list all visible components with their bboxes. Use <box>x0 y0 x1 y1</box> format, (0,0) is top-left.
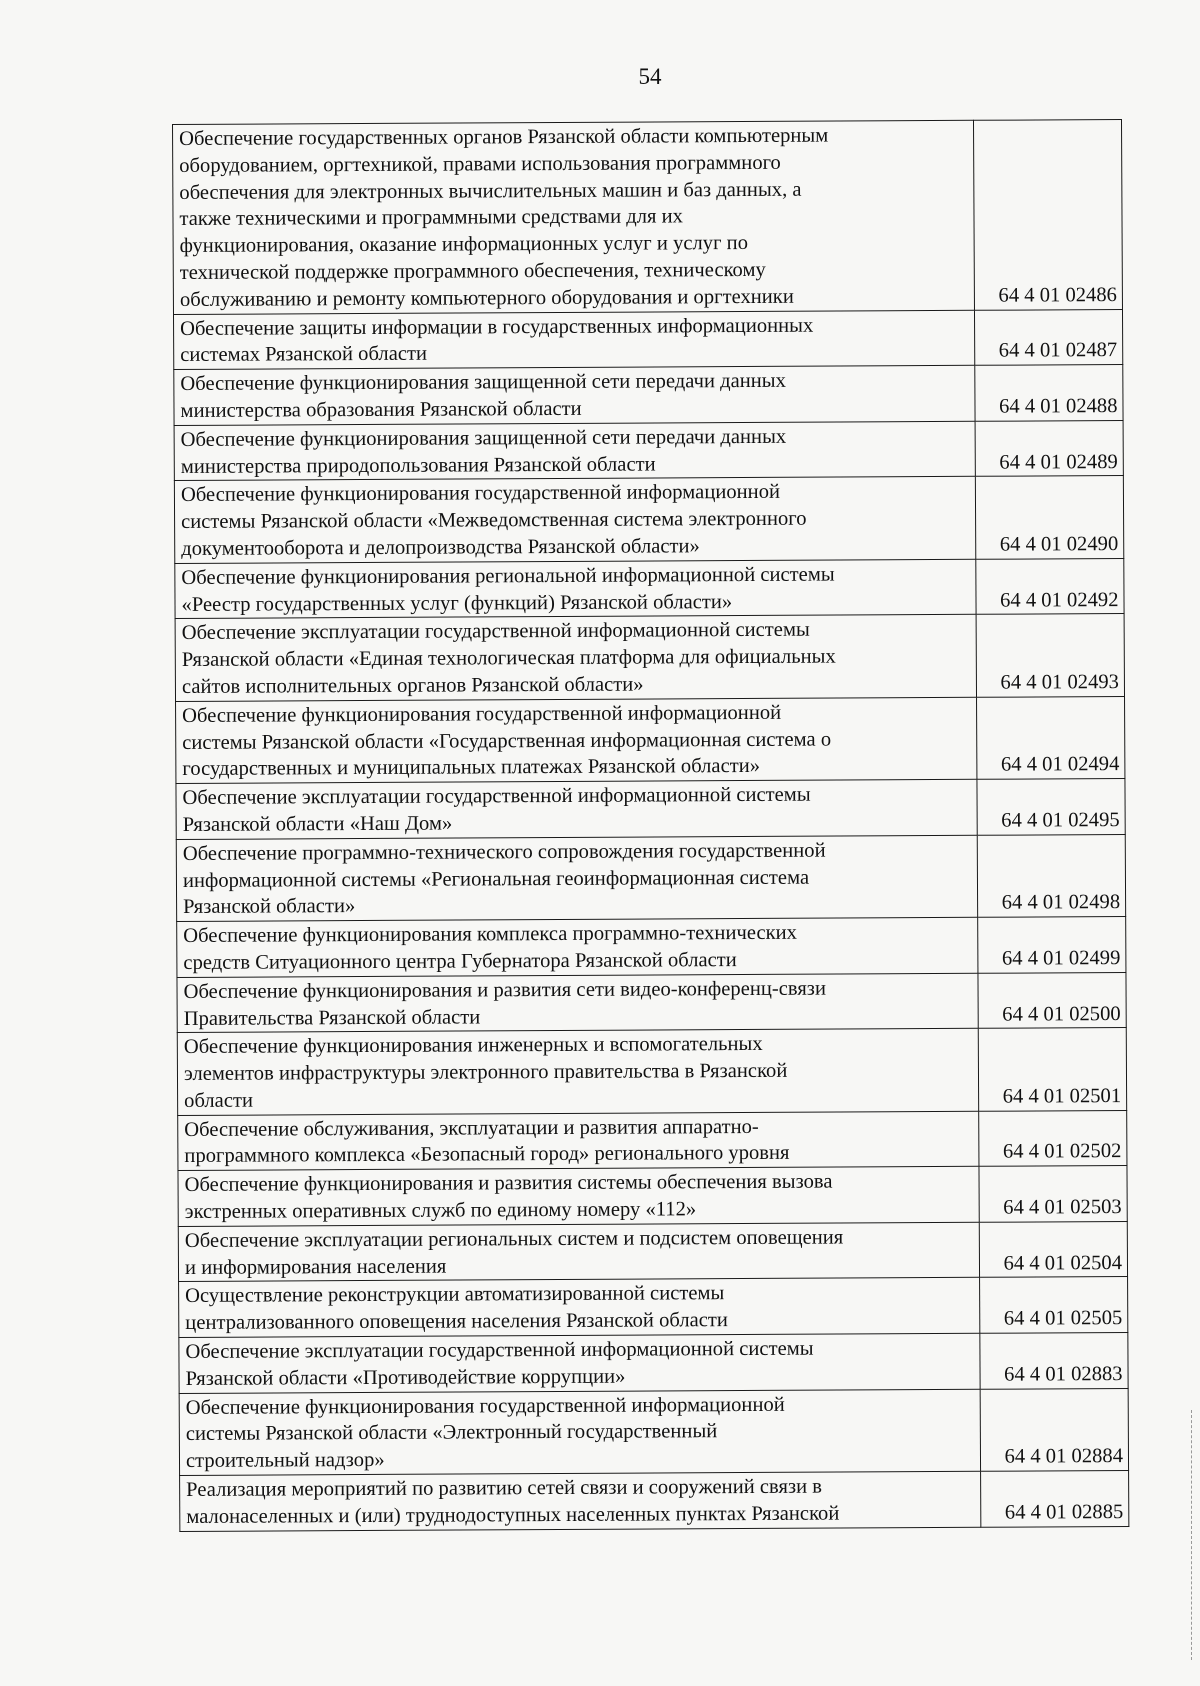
description-line: оборудованием, оргтехникой, правами использования программного <box>179 151 781 177</box>
row-description <box>174 421 975 481</box>
table-row <box>176 696 1125 783</box>
description-line: Обеспечение функционирования комплекса программно-технических <box>183 921 797 948</box>
row-code: 64 4 01 02885 <box>981 1471 1129 1527</box>
description-line: Обеспечение государственных органов Рязанской области компьютерным <box>179 124 829 150</box>
row-code: 64 4 01 02500 <box>978 972 1126 1028</box>
row-code: 64 4 01 02493 <box>976 614 1124 697</box>
row-description <box>174 365 975 425</box>
row-code: 64 4 01 02490 <box>975 476 1123 559</box>
description-line: Обеспечение функционирования защищенной сети передачи данных <box>180 369 786 396</box>
description-line: также техническими и программными средствами для их <box>179 205 683 231</box>
description-line: Обеспечение обслуживания, эксплуатации и развития аппаратно- <box>184 1115 759 1141</box>
table-row <box>178 1110 1127 1171</box>
row-code: 64 4 01 02883 <box>980 1333 1128 1389</box>
table-row <box>175 558 1124 619</box>
description-line: системы Рязанской области «Электронный государственный <box>185 1420 718 1446</box>
table-row <box>174 420 1123 481</box>
description-line: информационной системы «Региональная геоинформационная система <box>182 866 810 892</box>
description-line: строительный надзор» <box>185 1449 385 1473</box>
description-line: Обеспечение эксплуатации государственной информационной системы <box>181 619 810 645</box>
description-line: документооборота и делопроизводства Рязанской области» <box>181 535 700 560</box>
description-line: функционирования, оказание информационных услуг и услуг по <box>179 232 749 258</box>
description-line: Обеспечение функционирования и развития системы обеспечения вызова <box>184 1170 833 1197</box>
budget-codes-table-wrapper <box>172 119 1129 1532</box>
description-line: государственных и муниципальных платежах Рязанской области» <box>182 755 761 781</box>
description-line: Осуществление реконструкции автоматизированной системы <box>185 1282 725 1308</box>
description-line: Обеспечение функционирования защищенной сети передачи данных <box>180 425 787 451</box>
description-line: программного комплекса «Безопасный город» регионального уровня <box>184 1142 790 1168</box>
row-code: 64 4 01 02492 <box>976 558 1124 614</box>
table-row <box>175 614 1124 701</box>
table-row <box>174 365 1123 426</box>
description-line: министерства образования Рязанской области <box>180 397 582 422</box>
description-line: централизованного оповещения населения Рязанской области <box>185 1309 728 1335</box>
page-number: 54 <box>638 64 662 89</box>
description-line: Обеспечение функционирования государственной информационной <box>182 701 782 727</box>
table-row <box>179 1277 1128 1338</box>
row-description <box>178 1111 979 1171</box>
row-code: 64 4 01 02489 <box>975 420 1123 476</box>
description-line: Обеспечение эксплуатации государственной информационной системы <box>182 783 811 810</box>
row-description <box>176 697 977 784</box>
description-line: министерства природопользования Рязанской области <box>180 453 656 478</box>
row-description <box>179 1389 980 1476</box>
row-code: 64 4 01 02487 <box>974 309 1122 365</box>
description-line: экстренных оперативных служб по единому номеру «112» <box>184 1198 697 1224</box>
description-line: и информирования населения <box>184 1255 447 1279</box>
row-code: 64 4 01 02501 <box>978 1028 1126 1111</box>
row-description <box>173 120 975 314</box>
row-description <box>176 835 977 922</box>
row-description <box>173 310 974 370</box>
description-line: обеспечения для электронных вычислительных машин и баз данных, а <box>179 178 802 204</box>
table-row <box>173 120 1123 315</box>
description-line: Обеспечение функционирования государственной информационной <box>180 481 781 507</box>
description-line: обслуживанию и ремонту компьютерного оборудования и оргтехники <box>179 285 794 311</box>
table-row <box>174 476 1123 563</box>
scan-margin-mark <box>1191 1410 1194 1660</box>
budget-codes-table <box>172 119 1129 1532</box>
description-line: Обеспечение функционирования региональной информационной системы <box>181 563 835 589</box>
table-row <box>177 917 1126 978</box>
table-row <box>178 1166 1127 1227</box>
table-row <box>179 1333 1128 1394</box>
row-code: 64 4 01 02498 <box>977 834 1125 917</box>
description-line: системах Рязанской области <box>180 343 428 367</box>
description-line: Обеспечение защиты информации в государственных информационных <box>180 314 814 340</box>
row-description <box>176 779 977 839</box>
description-line: малонаселенных и (или) труднодоступных населенных пунктах Рязанской <box>186 1502 840 1528</box>
table-row <box>177 1028 1126 1115</box>
description-line: средств Ситуационного центра Губернатора Рязанской области <box>183 948 737 974</box>
row-description <box>175 559 976 619</box>
description-line: «Реестр государственных услуг (функций) Рязанской области» <box>181 590 733 616</box>
row-code: 64 4 01 02499 <box>978 917 1126 973</box>
description-line: Реализация мероприятий по развитию сетей связи и сооружений связи в <box>186 1475 823 1501</box>
row-description <box>179 1333 980 1393</box>
table-row <box>176 834 1125 921</box>
row-description <box>177 973 978 1033</box>
row-description <box>175 615 976 702</box>
description-line: Обеспечение функционирования государственной информационной <box>185 1393 785 1419</box>
row-description <box>174 477 975 564</box>
row-code: 64 4 01 02884 <box>980 1388 1128 1471</box>
table-body <box>173 120 1129 1532</box>
description-line: системы Рязанской области «Государственная информационная система о <box>182 728 832 754</box>
table-row <box>178 1221 1127 1282</box>
description-line: Обеспечение функционирования инженерных и вспомогательных <box>183 1033 763 1059</box>
description-line: сайтов исполнительных органов Рязанской области» <box>181 673 644 698</box>
description-line: технической поддержке программного обеспечения, техническому <box>179 258 766 284</box>
description-line: элементов инфраструктуры электронного правительства в Рязанской <box>183 1059 788 1086</box>
row-description <box>177 917 978 977</box>
row-code: 64 4 01 02488 <box>975 365 1123 421</box>
description-line: области <box>184 1089 254 1112</box>
description-line: Обеспечение эксплуатации государственной информационной системы <box>185 1337 814 1364</box>
description-line: Рязанской области «Наш Дом» <box>182 812 453 836</box>
description-line: Рязанской области» <box>183 895 356 919</box>
description-line: Рязанской области «Противодействие коррупции» <box>185 1365 626 1390</box>
row-description <box>179 1278 980 1338</box>
description-line: Правительства Рязанской области <box>183 1005 481 1030</box>
description-line: Обеспечение функционирования и развития сети видео-конференц-связи <box>183 977 826 1003</box>
table-row <box>179 1388 1128 1475</box>
row-code: 64 4 01 02503 <box>979 1166 1127 1222</box>
description-line: Обеспечение эксплуатации региональных систем и подсистем оповещения <box>184 1226 844 1252</box>
table-row <box>180 1471 1129 1532</box>
table-row <box>177 972 1126 1033</box>
row-code: 64 4 01 02495 <box>977 779 1125 835</box>
description-line: Рязанской области «Единая технологическая платформа для официальных <box>181 645 836 672</box>
row-code: 64 4 01 02504 <box>979 1221 1127 1277</box>
row-description <box>177 1029 978 1116</box>
description-line: Обеспечение программно-технического сопровождения государственной <box>182 839 826 865</box>
table-row <box>173 309 1122 370</box>
row-code: 64 4 01 02494 <box>977 696 1125 779</box>
row-code: 64 4 01 02486 <box>973 120 1122 310</box>
row-description <box>180 1471 981 1531</box>
description-line: системы Рязанской области «Межведомственная система электронного <box>181 507 807 534</box>
row-code: 64 4 01 02505 <box>980 1277 1128 1333</box>
row-description <box>178 1222 979 1282</box>
row-code: 64 4 01 02502 <box>979 1110 1127 1166</box>
table-row <box>176 779 1125 840</box>
row-description <box>178 1167 979 1227</box>
